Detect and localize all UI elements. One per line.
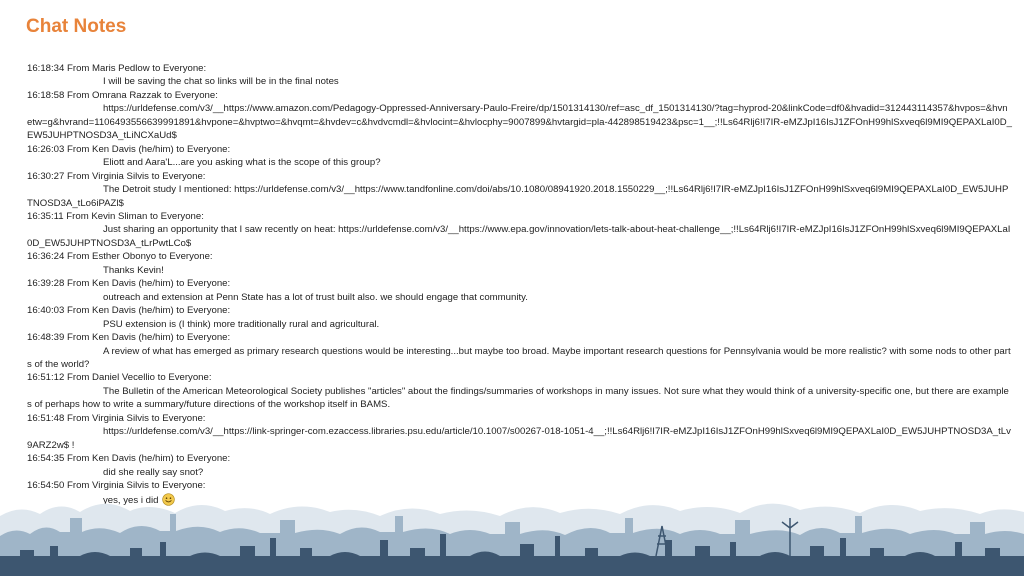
city-skyline-decoration: [0, 456, 1024, 576]
chat-message: [27, 89, 1012, 143]
chat-message: [27, 170, 1012, 210]
chat-message: [27, 143, 1012, 170]
chat-message: [27, 304, 1012, 331]
message-text: Eliott and Aara'L...are you asking what is the scope of this group?: [103, 157, 381, 169]
message-text: The Bulletin of the American Meteorological Society publishes "articles" about the findings/summaries of workshops in many issues. Not sure what they would think of a university-specific one, but there are examples of perhaps how to write a summary/future directions of the workshop itself in BAMS.: [27, 385, 1009, 411]
message-text: PSU extension is (I think) more traditionally rural and agricultural.: [103, 318, 380, 330]
message-header: 16:18:34 From Maris Pedlow to Everyone:: [27, 63, 207, 74]
message-text: yes, yes i did: [103, 494, 159, 506]
message-header: 16:30:27 From Virginia Silvis to Everyone:: [27, 170, 206, 182]
message-text: The Detroit study I mentioned: https://urldefense.com/v3/__https://www.tandfonline.com/doi/abs/10.1080/08941920.2018.1550229__;!!Ls64Rlj6!I7IR-eMZJpI16IsJ1ZFOnH99hlSxveq6l9MI9QEPAXLaI0D_EW5JUHPTNOSD3A_tLo6iPAZl$: [27, 184, 1009, 209]
message-text: I will be saving the chat so links will be in the final notes: [103, 76, 339, 88]
message-header: 16:18:58 From Omrana Razzak to Everyone:: [27, 89, 218, 101]
message-header: 16:54:35 From Ken Davis (he/him) to Everyone:: [27, 453, 231, 465]
message-header: 16:35:11 From Kevin Sliman to Everyone:: [27, 210, 204, 222]
message-header: 16:36:24 From Esther Obonyo to Everyone:: [27, 251, 213, 263]
message-header: 16:51:12 From Daniel Vecellio to Everyone:: [27, 372, 212, 384]
message-text: Thanks Kevin!: [103, 264, 164, 276]
message-header: 16:51:48 From Virginia Silvis to Everyone:: [27, 412, 206, 424]
message-text: Just sharing an opportunity that I saw recently on heat: https://urldefense.com/v3/__https://www.epa.gov/innovation/lets-talk-about-heat-challenge__;!!Ls64Rlj6!I7IR-eMZJpI16IsJ1ZFOnH99hlSxveq6l9MI9QEPAXLaI0D_EW5JUHPTNOSD3A_tLrPwtLCo$: [27, 224, 1011, 249]
message-header: 16:48:39 From Ken Davis (he/him) to Everyone:: [27, 332, 231, 344]
message-header: 16:26:03 From Ken Davis (he/him) to Everyone:: [27, 143, 231, 155]
chat-log: [27, 62, 1012, 507]
chat-message: [27, 250, 1012, 277]
message-header: 16:40:03 From Ken Davis (he/him) to Everyone:: [27, 305, 231, 317]
chat-message: [27, 277, 1012, 304]
chat-message: [27, 331, 1012, 371]
page-title: Chat Notes: [26, 16, 127, 37]
chat-message: [27, 371, 1012, 411]
message-text: A review of what has emerged as primary research questions would be interesting...but maybe too broad. Maybe important research questions for Pennsylvania would be more realistic? with some nods to other parts of the world?: [27, 345, 1011, 370]
message-link: https://urldefense.com/v3/__https://link-springer-com.ezaccess.libraries.psu.edu/article/10.1007/s00267-018-1051-4__;!!Ls64Rlj6!I7IR-eMZJpI16IsJ1ZFOnH99hlSxveq6l9MI9QEPAXLaI0D_EW5JUHPTNOSD3A_tLv9ARZ2w$ !: [27, 426, 1011, 451]
chat-message: [27, 210, 1012, 250]
message-link: https://urldefense.com/v3/__https://www.amazon.com/Pedagogy-Oppressed-Anniversary-Paulo-Freire/dp/1501314130/ref=asc_df_1501314130/?tag=hyprod-20&linkCode=df0&hvadid=312443114357&hvpos=&hvnetw=g&hvrand=1106493556639991891&hvpone=&hvptwo=&hvqmt=&hvdev=c&hvdvcmdl=&hvlocint=&hvlocphy=9007899&hvtargid=pla-442898519423&psc=1__;!!Ls64Rlj6!I7IR-eMZJpI16IsJ1ZFOnH99hlSxveq6l9MI9QEPAXLaI0D_EW5JUHPTNOSD3A_tLiNCXaUd$: [27, 103, 1012, 142]
message-header: 16:39:28 From Ken Davis (he/him) to Everyone:: [27, 278, 231, 290]
message-text: did she really say snot?: [103, 466, 204, 478]
message-text: outreach and extension at Penn State has a lot of trust built also. we should engage that community.: [103, 291, 528, 303]
message-header: 16:54:50 From Virginia Silvis to Everyone:: [27, 480, 206, 492]
chat-message: [27, 62, 1012, 89]
chat-message: [27, 412, 1012, 452]
